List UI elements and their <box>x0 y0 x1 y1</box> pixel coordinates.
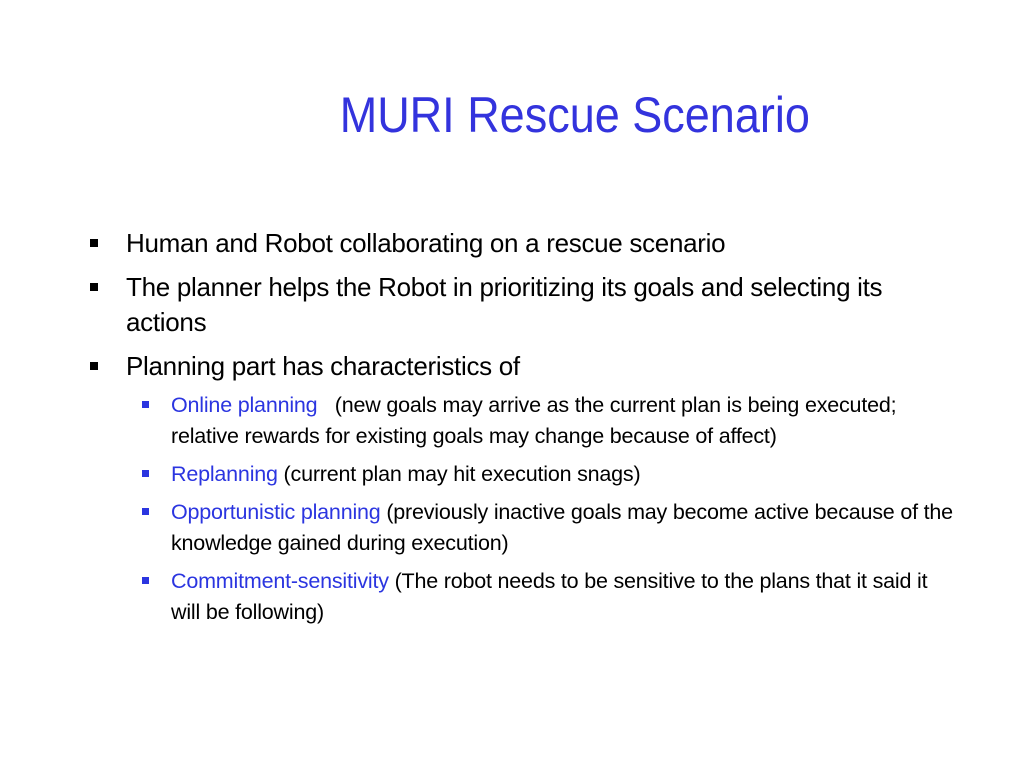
bullet-item <box>88 349 958 384</box>
square-bullet-icon <box>90 239 98 247</box>
square-bullet-icon <box>142 508 149 515</box>
square-bullet-icon <box>90 283 98 291</box>
sub-bullet-term: Online planning <box>171 393 318 417</box>
square-bullet-icon <box>142 401 149 408</box>
sub-bullet-item <box>141 566 958 628</box>
bullet-item <box>88 270 958 340</box>
bullet-text: Human and Robot collaborating on a rescue scenario <box>126 228 726 258</box>
sub-bullet-description: (new goals may arrive as the current plan is being executed; relative rewards for existing goals may change because of affect) <box>171 393 903 448</box>
slide-title: MURI Rescue Scenario <box>339 87 810 143</box>
sub-bullet-item <box>141 459 958 490</box>
sub-bullet-description: (The robot needs to be sensitive to the plans that it said it will be following) <box>171 569 934 624</box>
sub-bullet-description: (current plan may hit execution snags) <box>277 462 641 486</box>
sub-bullet-list <box>88 390 958 628</box>
square-bullet-icon <box>90 362 98 370</box>
square-bullet-icon <box>142 470 149 477</box>
sub-bullet-term: Replanning <box>171 462 278 486</box>
square-bullet-icon <box>142 577 149 584</box>
sub-bullet-description: (previously inactive goals may become active because of the knowledge gained during execution) <box>171 500 959 555</box>
sub-bullet-term: Opportunistic planning <box>171 500 381 524</box>
sub-bullet-item <box>141 497 958 559</box>
bullet-text: Planning part has characteristics of <box>126 351 520 381</box>
slide-body <box>88 226 958 635</box>
sub-bullet-item <box>141 390 958 452</box>
bullet-text: The planner helps the Robot in prioritizing its goals and selecting its actions <box>126 272 883 337</box>
bullet-item <box>88 226 958 261</box>
sub-bullet-term: Commitment-sensitivity <box>171 569 389 593</box>
